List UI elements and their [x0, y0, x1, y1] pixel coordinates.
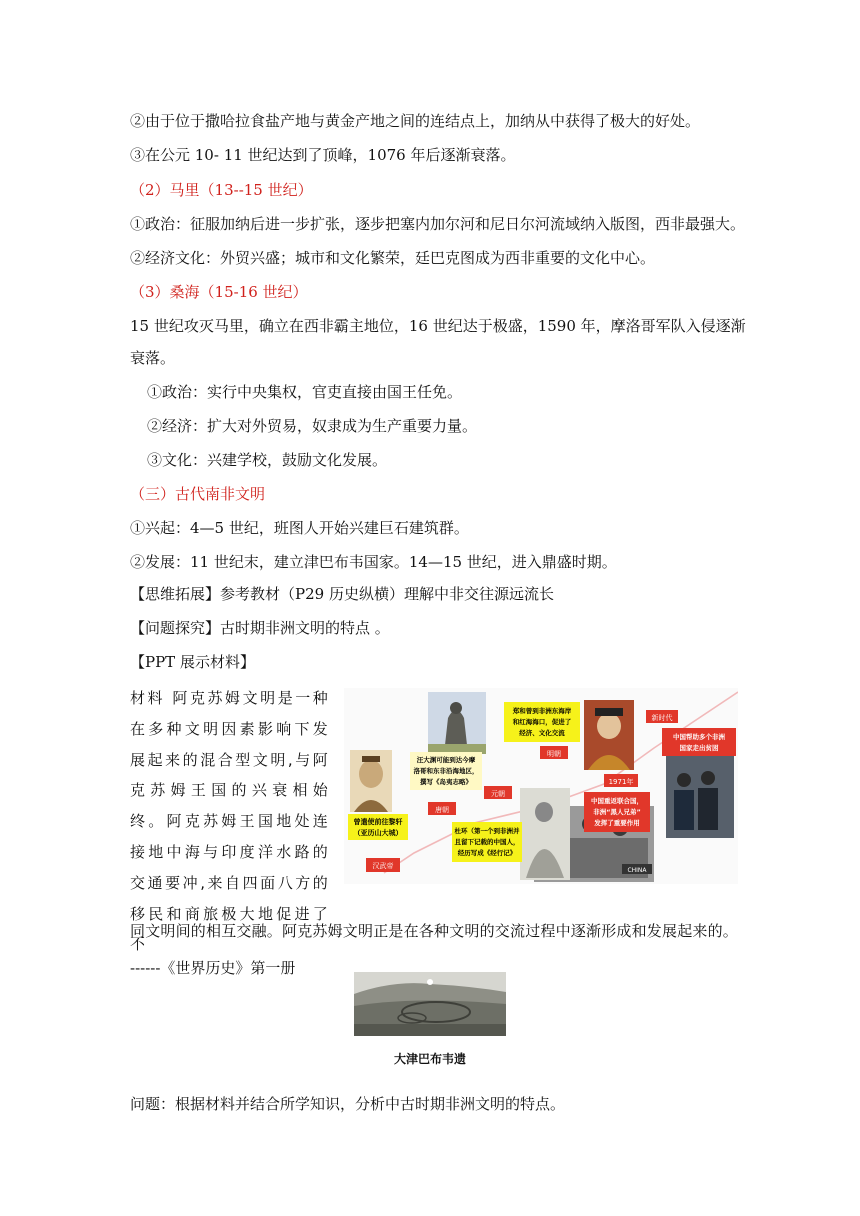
tag-ming — [540, 746, 568, 759]
modern-photo-image — [666, 756, 734, 838]
text-line: ②经济：扩大对外贸易，奴隶成为生产重要力量。 — [147, 417, 478, 435]
svg-text:唐朝: 唐朝 — [435, 806, 449, 814]
text-line: ②由于位于撒哈拉食盐产地与黄金产地之间的连结点上，加纳从中获得了极大的好处。 — [130, 112, 701, 130]
svg-text:杜环（第一个到非洲并: 杜环（第一个到非洲并 — [454, 827, 520, 835]
text-line: ①政治：征服加纳后进一步扩张，逐步把塞内加尔河和尼日尔河流域纳入版图，西非最强大。 — [130, 215, 746, 233]
section-heading-songhai: （3）桑海（15-16 世纪） — [130, 283, 308, 301]
note-ming — [504, 702, 580, 742]
material-source: ------《世界历史》第一册 — [130, 959, 296, 977]
portrait-han-image — [350, 750, 392, 812]
note-yuan — [410, 752, 482, 790]
portrait-du-huan-image — [520, 788, 570, 880]
svg-text:经济、文化交流: 经济、文化交流 — [519, 729, 565, 737]
text-line: 【PPT 展示材料】 — [130, 653, 255, 671]
tag-tang — [428, 802, 456, 815]
material-paragraph: 材料 阿克苏姆文明是一种在多种文明因素影响下发展起来的混合型文明,与阿克苏姆王国的兴衰相始终。阿克苏姆王国地处连接地中海与印度洋水路的交通要冲,来自四面八方的移民和商旅极大地促进了不 — [130, 689, 330, 954]
svg-text:元朝: 元朝 — [491, 790, 505, 798]
tag-new-era — [646, 710, 678, 723]
svg-text:中国重返联合国，: 中国重返联合国， — [591, 797, 643, 805]
svg-text:且留下记载的中国人，: 且留下记载的中国人， — [454, 838, 520, 846]
svg-text:国家走出贫困: 国家走出贫困 — [679, 744, 719, 752]
photo-caption: 大津巴布韦遗 — [394, 1052, 467, 1066]
portrait-ming-image — [584, 700, 634, 770]
great-zimbabwe-photo — [354, 972, 506, 1036]
tag-han — [366, 858, 400, 872]
svg-text:郑和曾到非洲东海岸: 郑和曾到非洲东海岸 — [512, 707, 572, 715]
svg-text:非洲“黑人兄弟”: 非洲“黑人兄弟” — [593, 808, 641, 816]
text-line: ③文化：兴建学校，鼓励文化发展。 — [147, 451, 388, 469]
svg-text:撰写《岛夷志略》: 撰写《岛夷志略》 — [420, 778, 472, 786]
svg-text:汪大渊可能到达今摩: 汪大渊可能到达今摩 — [416, 756, 476, 764]
question-line: 问题：根据材料并结合所学知识，分析中古时期非洲文明的特点。 — [130, 1095, 566, 1113]
china-africa-timeline-image — [344, 688, 738, 884]
svg-text:明朝: 明朝 — [547, 750, 561, 758]
note-tang — [452, 822, 522, 862]
text-line: 15 世纪攻灭马里，确立在西非霸主地位，16 世纪达于极盛，1590 年，摩洛哥军队入侵逐渐 — [130, 317, 746, 335]
note-new-era — [662, 728, 736, 756]
svg-text:1971年: 1971年 — [608, 778, 634, 786]
tag-yuan — [484, 786, 512, 799]
text-line: ②经济文化：外贸兴盛；城市和文化繁荣，廷巴克图成为西非重要的文化中心。 — [130, 249, 656, 267]
china-sign: CHINA — [627, 867, 647, 874]
svg-text:汉武帝: 汉武帝 — [372, 862, 394, 870]
section-heading-mali: （2）马里（13--15 世纪） — [130, 181, 313, 199]
svg-text:中国帮助多个非洲: 中国帮助多个非洲 — [673, 733, 725, 741]
text-line: 【思维拓展】参考教材（P29 历史纵横）理解中非交往源远流长 — [130, 585, 554, 603]
text-line: 【问题探究】古时期非洲文明的特点 。 — [130, 619, 390, 637]
text-line: ③在公元 10- 11 世纪达到了顶峰，1076 年后逐渐衰落。 — [130, 146, 516, 164]
text-line: ①兴起：4—5 世纪，班图人开始兴建巨石建筑群。 — [130, 519, 469, 537]
svg-text:经历写成《经行记》: 经历写成《经行记》 — [457, 849, 517, 857]
note-han — [348, 814, 408, 840]
text-line: ②发展：11 世纪末，建立津巴布韦国家。14—15 世纪，进入鼎盛时期。 — [130, 553, 617, 571]
statue-image — [428, 692, 486, 754]
section-heading-south: （三）古代南非文明 — [130, 485, 266, 503]
text-line: 衰落。 — [130, 349, 176, 367]
svg-text:洛哥和东非沿海地区，: 洛哥和东非沿海地区， — [413, 767, 479, 775]
svg-text:曾遣使前往黎轩: 曾遣使前往黎轩 — [353, 818, 403, 826]
text-line: ①政治：实行中央集权，官吏直接由国王任免。 — [147, 383, 463, 401]
svg-text:发挥了重要作用: 发挥了重要作用 — [594, 819, 640, 827]
tag-1971 — [604, 774, 638, 787]
svg-text:和红海海口，促进了: 和红海海口，促进了 — [512, 718, 572, 726]
svg-text:新时代: 新时代 — [651, 714, 673, 722]
material-continuation: 同文明间的相互交融。阿克苏姆文明正是在各种文明的交流过程中逐渐形成和发展起来的。 — [130, 922, 739, 940]
note-1971 — [584, 792, 650, 832]
svg-text:（亚历山大城）: （亚历山大城） — [353, 829, 403, 837]
